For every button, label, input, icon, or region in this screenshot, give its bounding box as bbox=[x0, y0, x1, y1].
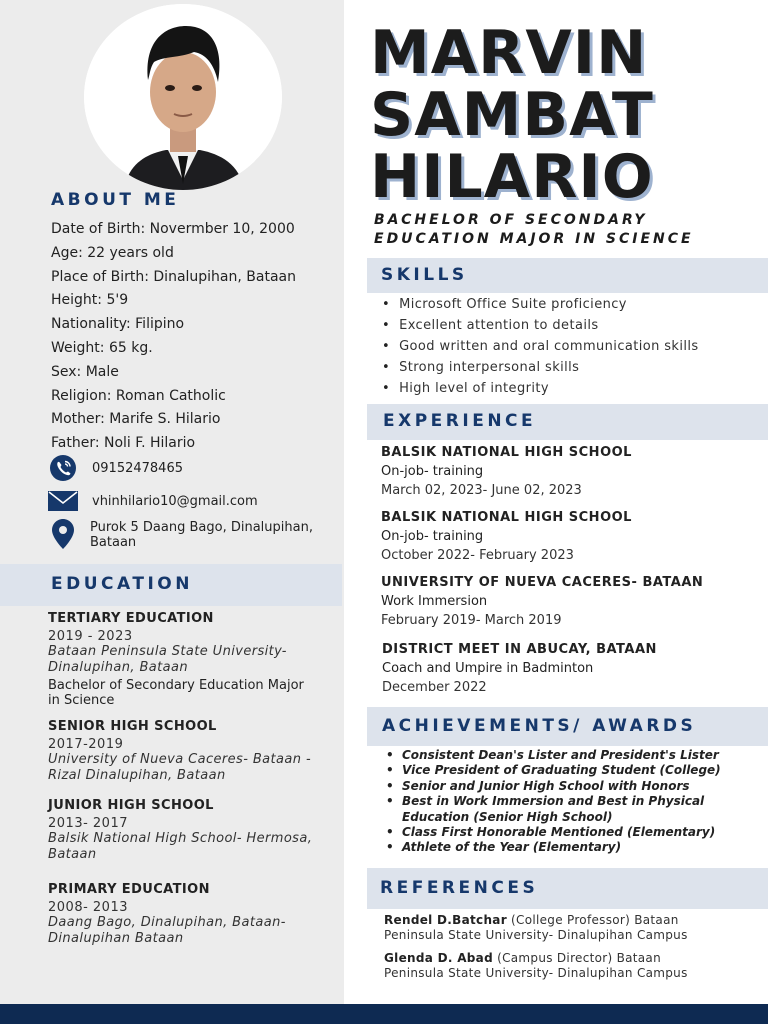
award-text: Education (Senior High School) bbox=[402, 809, 613, 824]
experience-heading: EXPERIENCE bbox=[383, 411, 537, 431]
education-primary bbox=[48, 882, 338, 947]
award-text: Class First Honorable Mentioned (Elementary) bbox=[402, 825, 716, 840]
exp-date: December 2022 bbox=[382, 680, 487, 695]
about-sex: Sex: Male bbox=[51, 363, 119, 380]
phone-icon bbox=[48, 454, 78, 482]
about-me-heading: ABOUT ME bbox=[51, 190, 180, 210]
award-text: Vice President of Graduating Student (College) bbox=[402, 763, 721, 778]
award-text: Senior and Junior High School with Honors bbox=[402, 778, 690, 793]
edu-years: 2013- 2017 bbox=[48, 816, 128, 831]
references-heading: REFERENCES bbox=[380, 878, 539, 898]
experience-band bbox=[367, 404, 768, 440]
degree-line: EDUCATION MAJOR IN SCIENCE bbox=[374, 231, 694, 247]
about-height: Height: 5'9 bbox=[51, 292, 129, 309]
skills-band bbox=[367, 258, 768, 293]
person-portrait-icon bbox=[84, 4, 282, 190]
experience-entry bbox=[381, 575, 703, 628]
phone-number: 09152478465 bbox=[92, 460, 183, 476]
about-mother: Mother: Marife S. Hilario bbox=[51, 411, 221, 428]
edu-school-line: Dinalupihan, Bataan bbox=[48, 660, 189, 675]
award-item bbox=[386, 748, 766, 763]
location-pin-icon bbox=[48, 520, 78, 548]
about-nationality: Nationality: Filipino bbox=[51, 316, 185, 333]
edu-degree-line: Bachelor of Secondary Education Major bbox=[48, 678, 304, 693]
references-band bbox=[367, 868, 768, 909]
exp-role: On-job- training bbox=[381, 464, 484, 479]
edu-years: 2017-2019 bbox=[48, 737, 124, 752]
experience-entry bbox=[381, 445, 632, 498]
experience-entry bbox=[382, 642, 657, 695]
edu-school-line: Daang Bago, Dinalupihan, Bataan- bbox=[48, 915, 286, 930]
awards-band bbox=[367, 707, 768, 746]
email-address: vhinhilario10@gmail.com bbox=[92, 493, 258, 509]
exp-org: DISTRICT MEET IN ABUCAY, BATAAN bbox=[382, 642, 657, 657]
award-text: • Best in Work Immersion and Best in Physical bbox=[402, 794, 705, 809]
edu-school-line: University of Nueva Caceres- Bataan - bbox=[48, 752, 312, 767]
edu-level: TERTIARY EDUCATION bbox=[48, 611, 214, 626]
reference-detail: (College Professor) Bataan bbox=[506, 913, 679, 927]
education-tertiary bbox=[48, 611, 338, 708]
exp-org: BALSIK NATIONAL HIGH SCHOOL bbox=[381, 445, 632, 460]
edu-school-line: Balsik National High School- Hermosa, bbox=[48, 831, 313, 846]
name-line: SAMBAT bbox=[370, 80, 654, 150]
edu-school-line: Dinalupihan Bataan bbox=[48, 931, 184, 946]
degree-line: BACHELOR OF SECONDARY bbox=[374, 212, 648, 228]
skills-list bbox=[382, 294, 699, 399]
reference-line2: Peninsula State University- Dinalupihan Campus bbox=[384, 928, 688, 942]
award-item bbox=[386, 779, 766, 794]
reference-entry bbox=[384, 951, 764, 981]
name-line: HILARIO bbox=[370, 142, 654, 212]
edu-level: PRIMARY EDUCATION bbox=[48, 882, 210, 897]
edu-years: 2019 - 2023 bbox=[48, 629, 133, 644]
exp-role: Work Immersion bbox=[381, 594, 488, 609]
about-age: Age: 22 years old bbox=[51, 244, 174, 261]
profile-photo bbox=[84, 4, 282, 190]
contact-address bbox=[48, 520, 313, 550]
edu-school-line: Bataan bbox=[48, 847, 97, 862]
skill-item: • High level of integrity bbox=[382, 378, 699, 399]
about-weight: Weight: 65 kg. bbox=[51, 339, 153, 356]
footer-bar bbox=[0, 1004, 768, 1024]
about-birthplace: Place of Birth: Dinalupihan, Bataan bbox=[51, 268, 296, 285]
reference-line2: Peninsula State University- Dinalupihan Campus bbox=[384, 966, 688, 980]
exp-date: October 2022- February 2023 bbox=[381, 548, 574, 563]
edu-level: JUNIOR HIGH SCHOOL bbox=[48, 798, 214, 813]
mail-icon bbox=[48, 487, 78, 515]
edu-years: 2008- 2013 bbox=[48, 900, 128, 915]
award-item bbox=[386, 794, 766, 825]
contact-phone bbox=[48, 454, 183, 482]
education-heading: EDUCATION bbox=[51, 574, 193, 594]
reference-name: Glenda D. Abad bbox=[384, 951, 493, 965]
about-birthdate: Date of Birth: Novermber 10, 2000 bbox=[51, 221, 295, 237]
edu-level: SENIOR HIGH SCHOOL bbox=[48, 719, 217, 734]
reference-detail: (Campus Director) Bataan bbox=[492, 951, 661, 965]
education-band bbox=[0, 564, 342, 606]
exp-role: Coach and Umpire in Badminton bbox=[382, 661, 594, 676]
award-text: Athlete of the Year (Elementary) bbox=[402, 840, 622, 855]
edu-degree-line: in Science bbox=[48, 693, 115, 708]
skill-item: • Strong interpersonal skills bbox=[382, 357, 699, 378]
award-text: Consistent Dean's Lister and President's Lister bbox=[402, 748, 719, 762]
degree-title bbox=[374, 211, 694, 249]
exp-org: BALSIK NATIONAL HIGH SCHOOL bbox=[381, 510, 632, 525]
address-line-1: Purok 5 Daang Bago, Dinalupihan, bbox=[90, 520, 313, 535]
reference-name: Rendel D.Batchar bbox=[384, 913, 507, 927]
education-senior-high bbox=[48, 719, 338, 784]
about-father: Father: Noli F. Hilario bbox=[51, 435, 196, 452]
exp-role: On-job- training bbox=[381, 529, 484, 544]
edu-school-line: Rizal Dinalupihan, Bataan bbox=[48, 768, 226, 783]
exp-date: March 02, 2023- June 02, 2023 bbox=[381, 483, 582, 498]
skills-heading: SKILLS bbox=[381, 265, 468, 285]
reference-entry bbox=[384, 913, 764, 943]
experience-entry bbox=[381, 510, 632, 563]
skill-item: • Good written and oral communication skills bbox=[382, 336, 699, 357]
contact-email bbox=[48, 487, 258, 515]
skill-item: • Microsoft Office Suite proficiency bbox=[382, 294, 699, 315]
about-religion: Religion: Roman Catholic bbox=[51, 387, 226, 404]
award-item bbox=[386, 825, 766, 840]
award-item bbox=[386, 840, 766, 855]
education-junior-high bbox=[48, 798, 338, 863]
address-text bbox=[90, 520, 313, 550]
skill-item: • Excellent attention to details bbox=[382, 315, 699, 336]
awards-heading: ACHIEVEMENTS/ AWARDS bbox=[382, 716, 697, 736]
awards-list bbox=[386, 748, 766, 856]
exp-date: February 2019- March 2019 bbox=[381, 613, 562, 628]
exp-org: UNIVERSITY OF NUEVA CACERES- BATAAN bbox=[381, 575, 704, 590]
edu-school-line: Bataan Peninsula State University- bbox=[48, 644, 287, 659]
award-item bbox=[386, 763, 766, 778]
person-name bbox=[370, 18, 654, 212]
address-line-2: Bataan bbox=[90, 535, 137, 550]
about-list bbox=[51, 218, 296, 456]
name-line: MARVIN bbox=[370, 18, 648, 88]
